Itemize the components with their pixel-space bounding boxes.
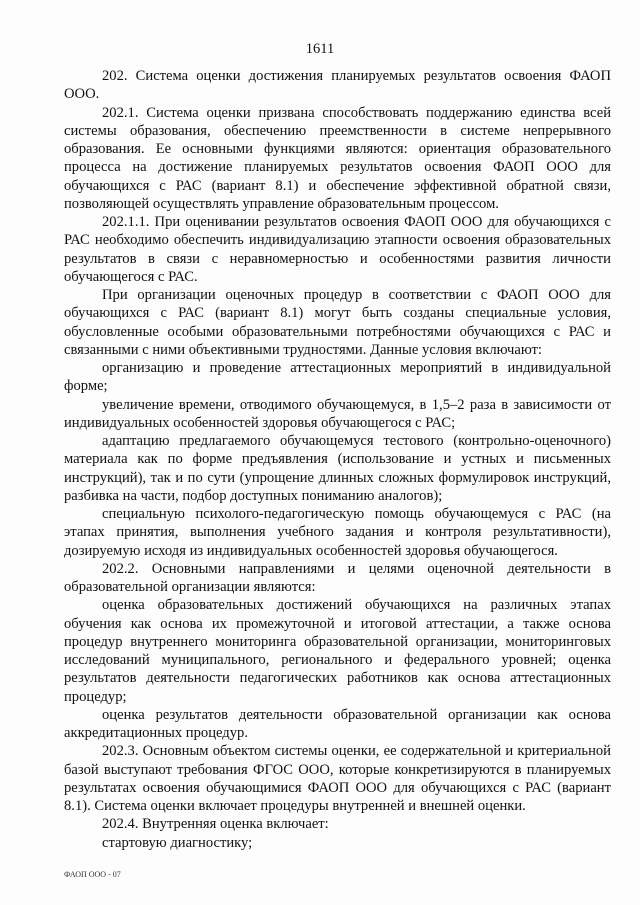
footer-code: ФАОП ООО - 07 <box>64 870 121 879</box>
list-item: организацию и проведение аттестационных мероприятий в индивидуальной форме; <box>64 360 611 395</box>
list-item: стартовую диагностику; <box>102 834 253 851</box>
list-item: оценка результатов деятельности образовательной организации как основа аккредитационных процедур. <box>64 706 611 741</box>
paragraph-202-1: 202.1. Система оценки призвана способствовать поддержанию единства всей системы образования, обеспечению преемственности в системе непрерывного образования. Ее основными функциями являются: ориентация образовательного процесса на достижение планируемых результатов освоения ФАОП ООО для обучающихся с РАС (вариант 8.1) и обеспечение эффективной обратной связи, позволяющей осуществлять управление образовательным процессом. <box>64 104 611 212</box>
list-item: адаптацию предлагаемого обучающемуся тестового (контрольно-оценочного) материала как по форме предъявления (использование и устных и письменных инструкций), так и по сути (упрощение длинных сложных формулировок инструкций, разбивка на части, подбор доступных пониманию аналогов); <box>64 433 611 504</box>
paragraph-special-conditions: При организации оценочных процедур в соответствии с ФАОП ООО для обучающихся с РАС (вариант 8.1) могут быть созданы специальные условия, обусловленные особыми образовательными потребностями обучающихся с РАС и связанными с ними объективными трудностями. Данные условия включают: <box>64 287 611 358</box>
list-item: увеличение времени, отводимого обучающемуся, в 1,5–2 раза в зависимости от индивидуальных особенностей здоровья обучающегося с РАС; <box>64 396 611 431</box>
paragraph-202: 202. Система оценки достижения планируемых результатов освоения ФАОП ООО. <box>64 68 611 103</box>
paragraph-202-2: 202.2. Основными направлениями и целями оценочной деятельности в образовательной организации являются: <box>64 560 611 595</box>
list-item: специальную психолого-педагогическую помощь обучающемуся с РАС (на этапах принятия, выполнения учебного задания и контроля результативности), дозируемую исходя из индивидуальных особенностей здоровья обучающегося. <box>64 506 611 559</box>
paragraph-202-4: 202.4. Внутренняя оценка включает: <box>102 816 329 833</box>
paragraph-202-1-1: 202.1.1. При оценивании результатов освоения ФАОП ООО для обучающихся с РАС необходимо обеспечить индивидуализацию этапности освоения образовательных результатов в связи с неравномерностью и особенностями развития личности обучающегося с РАС. <box>64 214 611 285</box>
paragraph-202-3: 202.3. Основным объектом системы оценки, ее содержательной и критериальной базой выступают требования ФГОС ООО, которые конкретизируются в планируемых результатах освоения обучающимися ФАОП ООО для обучающихся с РАС (вариант 8.1). Система оценки включает процедуры внутренней и внешней оценки. <box>64 743 611 814</box>
list-item: оценка образовательных достижений обучающихся на различных этапах обучения как основа их промежуточной и итоговой аттестации, а также основа процедур внутреннего мониторинга образовательной организации, мониторинговых исследований муниципального, регионального и федерального уровней; оценка результатов деятельности педагогических работников как основа аттестационных процедур; <box>64 597 611 705</box>
page-number: 1611 <box>305 41 335 57</box>
document-body <box>64 67 611 852</box>
